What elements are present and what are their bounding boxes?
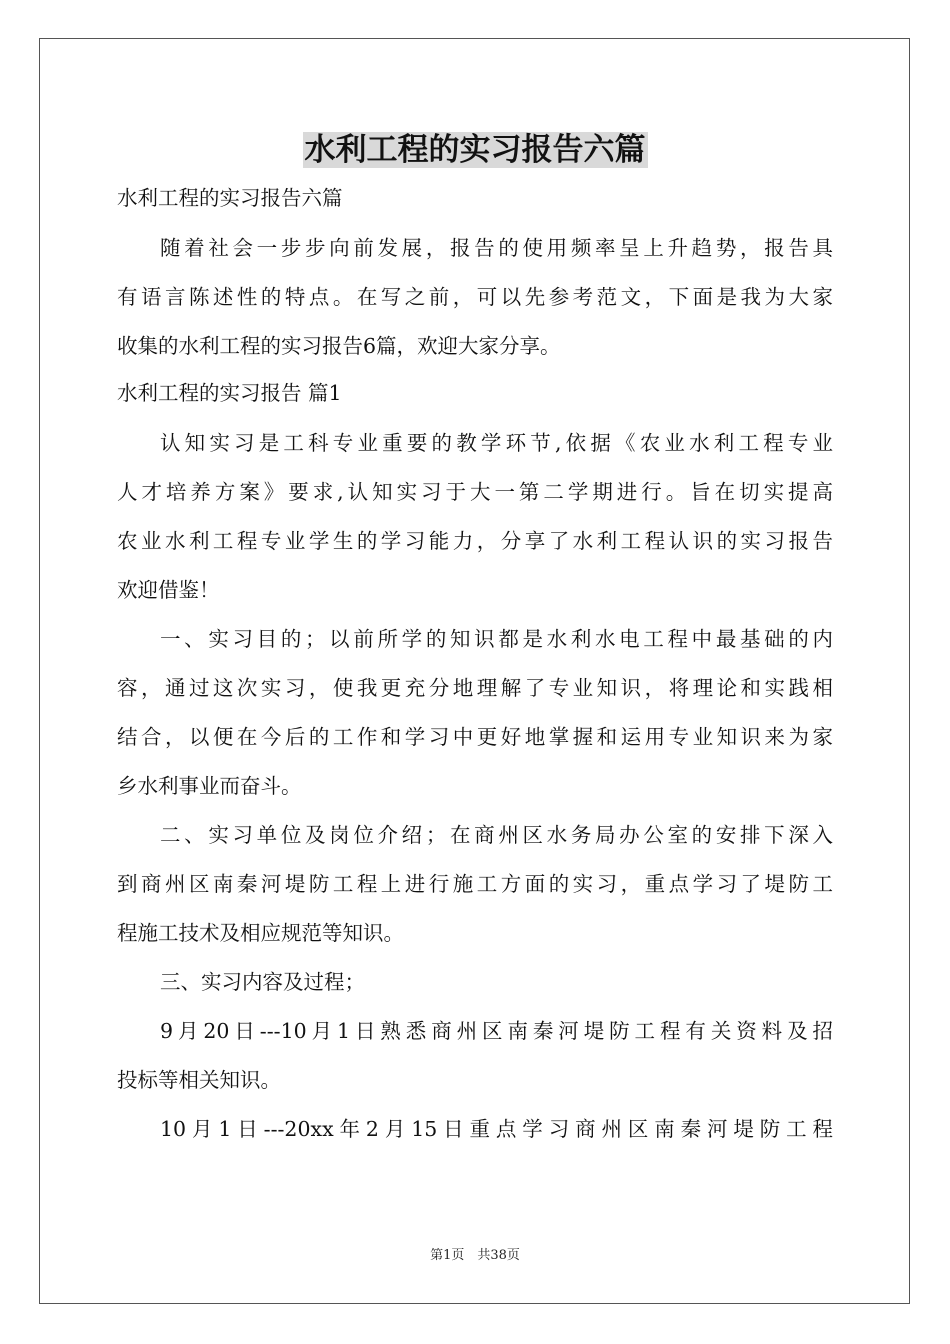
subtitle-line: 水利工程的实习报告六篇 [117, 186, 343, 210]
paragraph-line: 程施工技术及相应规范等知识。 [117, 921, 404, 945]
paragraph-line: 一、实习目的；以前所学的知识都是水利水电工程中最基础的内 [160, 627, 833, 651]
paragraph-line: 人才培养方案》要求,认知实习于大一第二学期进行。旨在切实提高 [117, 480, 833, 504]
paragraph-line: 欢迎借鉴！ [117, 578, 220, 602]
paragraph-line: 到商州区南秦河堤防工程上进行施工方面的实习，重点学习了堤防工 [117, 872, 833, 896]
paragraph-line: 农业水利工程专业学生的学习能力，分享了水利工程认识的实习报告 [117, 529, 833, 553]
document-title-text: 水利工程的实习报告六篇 [304, 132, 646, 168]
paragraph-line: 二、实习单位及岗位介绍；在商州区水务局办公室的安排下深入 [160, 823, 833, 847]
paragraph-line: 有语言陈述性的特点。在写之前，可以先参考范文，下面是我为大家 [117, 285, 833, 309]
paragraph-line: 9月20日---10月1日熟悉商州区南秦河堤防工程有关资料及招 [160, 1019, 833, 1043]
paragraph-line: 投标等相关知识。 [117, 1068, 281, 1092]
page-number: 第1页 共38页 [430, 1248, 520, 1263]
document-title [0, 128, 950, 172]
paragraph-line: 收集的水利工程的实习报告6篇，欢迎大家分享。 [117, 334, 561, 358]
document-body [117, 176, 833, 1154]
paragraph-line: 结合，以便在今后的工作和学习中更好地掌握和运用专业知识来为家 [117, 725, 833, 749]
paragraph-line: 认知实习是工科专业重要的教学环节,依据《农业水利工程专业 [160, 431, 833, 455]
paragraph-line: 乡水利事业而奋斗。 [117, 774, 302, 798]
paragraph-line: 容，通过这次实习，使我更充分地理解了专业知识，将理论和实践相 [117, 676, 833, 700]
paragraph-line: 三、实习内容及过程； [160, 970, 365, 994]
section-heading: 水利工程的实习报告 篇1 [117, 381, 342, 405]
paragraph-line: 随着社会一步步向前发展，报告的使用频率呈上升趋势，报告具 [160, 236, 833, 260]
paragraph-line: 10月1日---20xx年2月15日重点学习商州区南秦河堤防工程 [160, 1117, 833, 1141]
